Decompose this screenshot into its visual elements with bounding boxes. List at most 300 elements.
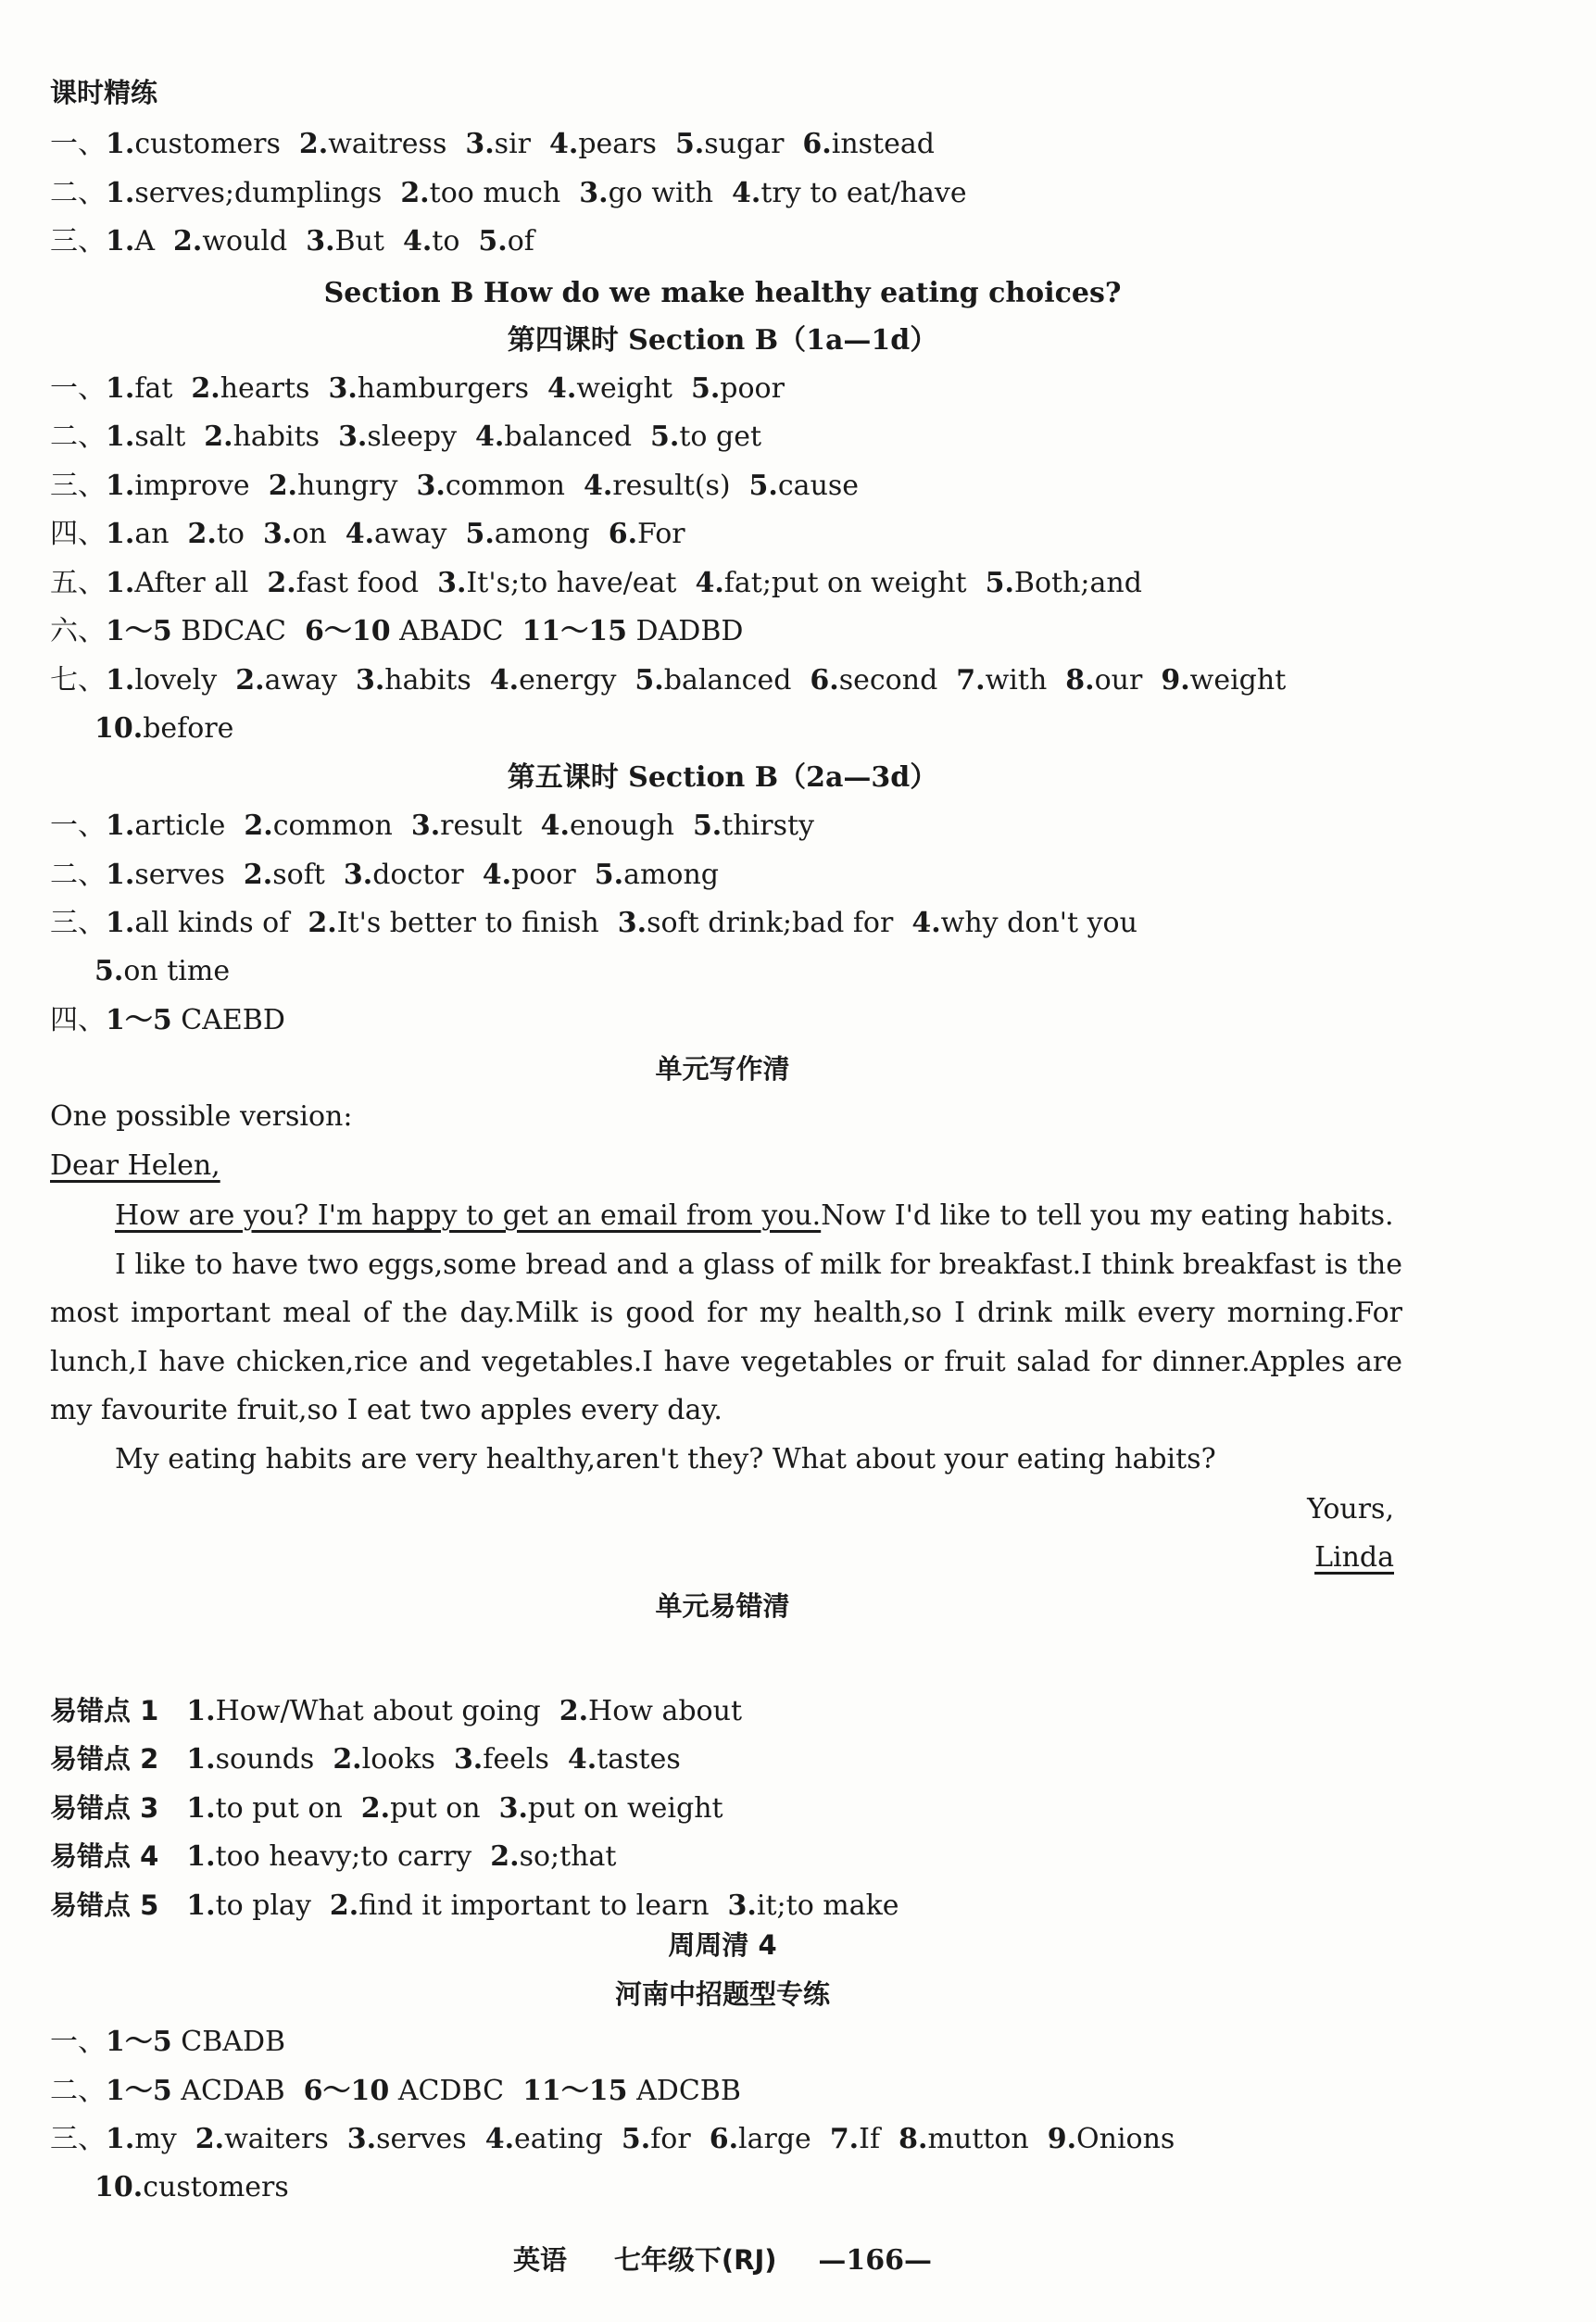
answer-number: 4. bbox=[475, 420, 505, 453]
answer-text: lovely bbox=[134, 664, 218, 697]
answer-number: 3. bbox=[328, 372, 358, 405]
answer-number: 4. bbox=[911, 907, 941, 939]
answer-text: customers bbox=[143, 2171, 289, 2203]
answer-text: ACDAB bbox=[171, 2075, 285, 2107]
answer-text: CAEBD bbox=[171, 1004, 285, 1036]
answer-item bbox=[986, 565, 1142, 602]
answer-text: Both;and bbox=[1013, 567, 1142, 599]
answer-item bbox=[675, 126, 784, 163]
answer-number: 4. bbox=[484, 2123, 515, 2155]
answer-text: all kinds of bbox=[134, 907, 290, 939]
answer-item bbox=[106, 857, 225, 894]
mistake-label: 易错点 3 bbox=[50, 1792, 159, 1824]
row-prefix: 二、 bbox=[50, 177, 106, 209]
answer-text: feels bbox=[483, 1743, 549, 1776]
answer-item bbox=[710, 2121, 811, 2158]
answer-item bbox=[106, 516, 170, 553]
essay-intro: One possible version: bbox=[50, 1100, 353, 1133]
answer-text: How/What about going bbox=[215, 1695, 541, 1727]
answer-text: tastes bbox=[597, 1743, 681, 1776]
answer-number: 6. bbox=[810, 664, 839, 697]
row-prefix: 四、 bbox=[50, 1004, 106, 1036]
mistake-label: 易错点 2 bbox=[50, 1743, 159, 1775]
answer-item bbox=[559, 1693, 742, 1730]
answer-item bbox=[403, 223, 459, 260]
answer-item bbox=[186, 1741, 314, 1778]
answer-item bbox=[308, 905, 598, 942]
answer-number: 1. bbox=[106, 664, 135, 697]
answer-item bbox=[490, 662, 617, 699]
answer-text: ABADC bbox=[390, 615, 504, 647]
answer-item bbox=[106, 613, 286, 650]
answer-number: 4. bbox=[402, 225, 433, 257]
answer-item bbox=[186, 1790, 342, 1827]
answer-number: 2. bbox=[559, 1695, 589, 1727]
answer-number: 4. bbox=[583, 470, 613, 502]
answer-number: 9. bbox=[1161, 664, 1190, 697]
answer-item bbox=[595, 857, 719, 894]
answer-row bbox=[50, 175, 986, 212]
answer-text: thirsty bbox=[722, 810, 814, 842]
answer-text: waitress bbox=[328, 128, 447, 160]
answer-number: 1. bbox=[186, 1695, 216, 1727]
answer-number: 1. bbox=[186, 1792, 216, 1825]
answer-text: result bbox=[440, 810, 522, 842]
answer-text: result(s) bbox=[612, 470, 731, 502]
answer-number: 7. bbox=[829, 2123, 860, 2155]
answer-item bbox=[650, 419, 761, 456]
answer-item bbox=[347, 2121, 467, 2158]
essay-p1-rest: Now I'd like to tell you my eating habits. bbox=[821, 1199, 1394, 1232]
answer-number: 1～5 bbox=[106, 615, 172, 647]
answer-item bbox=[106, 1002, 285, 1039]
answer-item bbox=[186, 1693, 540, 1730]
answer-row bbox=[50, 613, 761, 650]
answer-item bbox=[400, 175, 560, 212]
answer-item bbox=[691, 370, 785, 408]
answer-item bbox=[728, 1888, 899, 1925]
answer-text: second bbox=[838, 664, 938, 697]
answer-number: 3. bbox=[410, 810, 441, 842]
answer-number: 2. bbox=[308, 907, 337, 939]
answer-text: serves bbox=[134, 859, 225, 891]
answer-text: put on weight bbox=[527, 1792, 723, 1825]
answer-number: 1. bbox=[106, 810, 135, 842]
answer-item bbox=[94, 710, 233, 747]
answer-text: to get bbox=[679, 420, 762, 453]
answer-number: 6. bbox=[709, 2123, 739, 2155]
answer-item bbox=[416, 468, 564, 505]
answer-number: 5. bbox=[674, 128, 705, 160]
answer-text: balanced bbox=[504, 420, 633, 453]
answer-item bbox=[956, 662, 1047, 699]
answer-number: 4. bbox=[540, 810, 570, 842]
answer-item bbox=[478, 223, 534, 260]
answer-row bbox=[50, 468, 877, 505]
answer-item bbox=[547, 370, 672, 408]
answer-text: looks bbox=[361, 1743, 435, 1776]
answer-item bbox=[465, 126, 531, 163]
answer-number: 5. bbox=[635, 664, 664, 697]
answer-item bbox=[235, 662, 337, 699]
answer-item bbox=[244, 808, 392, 845]
answer-item bbox=[106, 175, 382, 212]
answer-item bbox=[475, 419, 632, 456]
row-prefix: 一、 bbox=[50, 372, 106, 405]
answer-number: 4. bbox=[549, 128, 579, 160]
answer-item bbox=[328, 370, 529, 408]
answer-item bbox=[330, 1888, 710, 1925]
answer-item bbox=[361, 1790, 481, 1827]
mistake-row bbox=[50, 1692, 760, 1729]
row-prefix: 二、 bbox=[50, 859, 106, 891]
answer-number: 5. bbox=[985, 567, 1014, 599]
answer-item bbox=[244, 857, 325, 894]
answer-number: 5. bbox=[748, 470, 778, 502]
answer-item bbox=[356, 662, 471, 699]
answer-row bbox=[50, 516, 704, 553]
answer-item bbox=[810, 662, 937, 699]
answer-text: improve bbox=[134, 470, 250, 502]
mistake-label: 易错点 1 bbox=[50, 1695, 159, 1726]
answer-text: For bbox=[637, 518, 685, 550]
answer-item bbox=[188, 516, 245, 553]
section-b-heading: Section B How do we make healthy eating choices? bbox=[323, 277, 1122, 309]
answer-item bbox=[186, 1888, 311, 1925]
answer-number: 1. bbox=[106, 372, 135, 405]
answer-number: 3. bbox=[355, 664, 385, 697]
answer-item bbox=[454, 1741, 549, 1778]
answer-text: with bbox=[985, 664, 1048, 697]
mistakes-heading: 单元易错清 bbox=[655, 1590, 790, 1622]
answer-number: 9. bbox=[1047, 2123, 1077, 2155]
answer-item bbox=[304, 2073, 504, 2110]
answer-item bbox=[106, 223, 155, 260]
answer-text: poor bbox=[511, 859, 576, 891]
answer-number: 3. bbox=[343, 859, 373, 891]
row-prefix: 一、 bbox=[50, 2026, 106, 2058]
answer-text: poor bbox=[720, 372, 785, 405]
answer-item bbox=[106, 2073, 285, 2110]
answer-row bbox=[50, 857, 737, 894]
answer-item bbox=[333, 1741, 435, 1778]
answer-text: among bbox=[623, 859, 719, 891]
answer-text: sounds bbox=[215, 1743, 315, 1776]
answer-number: 1～5 bbox=[106, 2075, 172, 2107]
answer-item bbox=[522, 613, 744, 650]
answer-text: habits bbox=[232, 420, 320, 453]
answer-number: 3. bbox=[727, 1889, 757, 1922]
answer-row bbox=[50, 223, 553, 260]
row-prefix: 二、 bbox=[50, 2075, 106, 2107]
answer-text: to bbox=[432, 225, 460, 257]
answer-item bbox=[346, 516, 447, 553]
answer-number: 1. bbox=[106, 518, 135, 550]
answer-text: After all bbox=[134, 567, 249, 599]
mistake-row bbox=[50, 1789, 742, 1826]
answer-number: 1～5 bbox=[106, 1004, 172, 1036]
answer-item bbox=[269, 468, 398, 505]
answer-item bbox=[106, 370, 172, 408]
answer-number: 10. bbox=[94, 712, 144, 745]
answer-item bbox=[204, 419, 320, 456]
answer-number: 10. bbox=[94, 2171, 144, 2203]
answer-row bbox=[50, 370, 803, 408]
answer-text: on time bbox=[123, 955, 231, 987]
answer-number: 2. bbox=[191, 372, 220, 405]
answer-number: 4. bbox=[567, 1743, 597, 1776]
essay-underlined-opening: How are you? I'm happy to get an email from you. bbox=[115, 1199, 822, 1232]
answer-number: 1. bbox=[106, 128, 135, 160]
answer-text: hamburgers bbox=[357, 372, 530, 405]
answer-number: 1. bbox=[106, 420, 135, 453]
essay-body bbox=[50, 1192, 1402, 1484]
row-prefix: 五、 bbox=[50, 567, 106, 599]
answer-text: soft drink;bad for bbox=[647, 907, 894, 939]
answer-number: 11～15 bbox=[522, 615, 628, 647]
answer-number: 2. bbox=[204, 420, 233, 453]
answer-number: 4. bbox=[345, 518, 375, 550]
mistake-row bbox=[50, 1838, 635, 1875]
answer-item bbox=[94, 2169, 289, 2206]
answer-item bbox=[732, 175, 967, 212]
answer-item bbox=[344, 857, 464, 894]
answer-number: 5. bbox=[621, 2123, 651, 2155]
essay-greeting: Dear Helen, bbox=[50, 1149, 220, 1182]
answer-row bbox=[50, 126, 953, 163]
answer-row bbox=[50, 905, 1156, 942]
answer-text: eating bbox=[514, 2123, 603, 2155]
answer-text: salt bbox=[134, 420, 186, 453]
footer-page-number: —166— bbox=[818, 2244, 933, 2277]
answer-text: A bbox=[134, 225, 155, 257]
answer-item bbox=[437, 565, 676, 602]
answer-text: common bbox=[272, 810, 393, 842]
answer-text: If bbox=[859, 2123, 881, 2155]
answer-text: habits bbox=[384, 664, 471, 697]
answer-item bbox=[522, 2073, 741, 2110]
answer-item bbox=[695, 565, 966, 602]
answer-text: hungry bbox=[297, 470, 398, 502]
answer-row bbox=[50, 2024, 304, 2061]
answer-number: 1～5 bbox=[106, 2026, 172, 2058]
answer-number: 2. bbox=[333, 1743, 362, 1776]
answer-row bbox=[50, 565, 1161, 602]
row-prefix: 七、 bbox=[50, 664, 106, 697]
answer-item bbox=[483, 857, 576, 894]
answer-text: customers bbox=[134, 128, 281, 160]
answer-item bbox=[485, 2121, 603, 2158]
answer-number: 4. bbox=[547, 372, 577, 405]
answer-number: 1. bbox=[186, 1889, 216, 1922]
answer-number: 1. bbox=[186, 1840, 216, 1873]
answer-text: an bbox=[134, 518, 170, 550]
answer-text: energy bbox=[519, 664, 617, 697]
answer-number: 2. bbox=[187, 518, 217, 550]
answer-text: serves;dumplings bbox=[134, 177, 383, 209]
answer-item bbox=[191, 370, 309, 408]
answer-text: article bbox=[134, 810, 226, 842]
answer-text: to play bbox=[215, 1889, 311, 1922]
answer-item bbox=[541, 808, 674, 845]
answer-item bbox=[830, 2121, 880, 2158]
answer-number: 8. bbox=[899, 2123, 928, 2155]
answer-number: 3. bbox=[437, 567, 467, 599]
answer-number: 8. bbox=[1065, 664, 1095, 697]
answer-number: 2. bbox=[235, 664, 265, 697]
answer-item bbox=[802, 126, 935, 163]
answer-row bbox=[50, 1002, 304, 1039]
answer-text: to bbox=[216, 518, 245, 550]
henan-heading: 河南中招题型专练 bbox=[614, 1978, 830, 2010]
essay-signature: Linda bbox=[1314, 1541, 1394, 1574]
answer-number: 1. bbox=[106, 225, 135, 257]
row-prefix: 三、 bbox=[50, 470, 106, 502]
answer-number: 2. bbox=[267, 567, 296, 599]
answer-text: to put on bbox=[215, 1792, 343, 1825]
answer-row bbox=[50, 2073, 760, 2110]
row-prefix: 二、 bbox=[50, 420, 106, 453]
answer-row bbox=[94, 710, 252, 747]
answer-item bbox=[173, 223, 287, 260]
essay-paragraph-1 bbox=[50, 1192, 1402, 1241]
answer-item bbox=[635, 662, 791, 699]
answer-number: 1. bbox=[106, 567, 135, 599]
answer-item bbox=[411, 808, 522, 845]
answer-text: It's;to have/eat bbox=[466, 567, 677, 599]
answer-text: so;that bbox=[519, 1840, 617, 1873]
answer-text: why don't you bbox=[940, 907, 1137, 939]
answer-text: for bbox=[650, 2123, 691, 2155]
answer-number: 5. bbox=[692, 810, 723, 842]
answer-text: find it important to learn bbox=[358, 1889, 710, 1922]
answer-item bbox=[618, 905, 894, 942]
answer-number: 1. bbox=[106, 470, 135, 502]
answer-item bbox=[306, 223, 384, 260]
answer-number: 2. bbox=[244, 810, 273, 842]
answer-number: 6. bbox=[802, 128, 832, 160]
answer-text: ADCBB bbox=[627, 2075, 741, 2107]
answer-item bbox=[106, 905, 289, 942]
mistake-label: 易错点 5 bbox=[50, 1889, 159, 1921]
answer-text: my bbox=[134, 2123, 177, 2155]
answer-row bbox=[50, 419, 780, 456]
answer-text: mutton bbox=[927, 2123, 1029, 2155]
answer-number: 4. bbox=[695, 567, 724, 599]
answer-text: would bbox=[202, 225, 288, 257]
mistake-row bbox=[50, 1740, 699, 1777]
essay-closing: Yours, bbox=[1307, 1493, 1394, 1525]
answer-row bbox=[50, 808, 833, 845]
answer-text: serves bbox=[376, 2123, 467, 2155]
answer-number: 6. bbox=[608, 518, 638, 550]
answer-number: 4. bbox=[732, 177, 761, 209]
answer-item bbox=[106, 126, 281, 163]
answer-text: BDCAC bbox=[171, 615, 286, 647]
answer-text: before bbox=[143, 712, 234, 745]
answer-item bbox=[693, 808, 814, 845]
answer-text: weight bbox=[576, 372, 672, 405]
answer-number: 1. bbox=[106, 2123, 135, 2155]
answer-item bbox=[186, 1839, 471, 1876]
answer-text: soft bbox=[272, 859, 325, 891]
weekly-heading: 周周清 4 bbox=[668, 1929, 777, 1961]
answer-item bbox=[267, 565, 419, 602]
page-footer bbox=[0, 2241, 1445, 2278]
answer-number: 5. bbox=[690, 372, 721, 405]
essay-paragraph-2: I like to have two eggs,some bread and a glass of milk for breakfast.I think breakfast is the most important meal of the day.Milk is good for my health,so I drink milk every morning.For lunch,I have chicken,rice and vegetables.I have vegetables or fruit salad for dinner.Apples are my favourite fruit,so I eat two apples every day. bbox=[50, 1248, 1402, 1426]
answer-item bbox=[106, 2024, 285, 2061]
essay-paragraph-3: My eating habits are very healthy,aren't they? What about your eating habits? bbox=[115, 1442, 1216, 1475]
answer-item bbox=[195, 2121, 329, 2158]
answer-item bbox=[490, 1839, 616, 1876]
answer-item bbox=[106, 468, 250, 505]
answer-item bbox=[106, 662, 217, 699]
answer-number: 3. bbox=[498, 1792, 528, 1825]
answer-text: sir bbox=[494, 128, 532, 160]
answer-text: waiters bbox=[224, 2123, 329, 2155]
answer-item bbox=[549, 126, 657, 163]
answer-text: of bbox=[507, 225, 534, 257]
writing-heading: 单元写作清 bbox=[655, 1053, 790, 1085]
answer-item bbox=[299, 126, 446, 163]
answer-number: 6～10 bbox=[303, 2075, 390, 2107]
lesson5-heading: 第五课时 Section B（2a—3d） bbox=[507, 761, 938, 794]
answer-row bbox=[94, 953, 248, 990]
footer-grade: 七年级下(RJ) bbox=[613, 2244, 777, 2276]
answer-number: 6～10 bbox=[304, 615, 391, 647]
answer-text: too heavy;to carry bbox=[215, 1840, 472, 1873]
answer-text: weight bbox=[1189, 664, 1287, 697]
answer-text: sleepy bbox=[367, 420, 458, 453]
answer-number: 5. bbox=[650, 420, 680, 453]
answer-number: 2. bbox=[329, 1889, 359, 1922]
answer-number: 4. bbox=[489, 664, 520, 697]
answer-text: fat;put on weight bbox=[723, 567, 967, 599]
answer-item bbox=[1161, 662, 1286, 699]
answer-item bbox=[106, 808, 225, 845]
answer-number: 3. bbox=[263, 518, 293, 550]
answer-number: 1. bbox=[186, 1743, 216, 1776]
answer-text: away bbox=[374, 518, 447, 550]
answer-item bbox=[579, 175, 713, 212]
answer-number: 2. bbox=[490, 1840, 520, 1873]
answer-item bbox=[106, 2121, 177, 2158]
answer-item bbox=[106, 419, 185, 456]
mistake-row bbox=[50, 1887, 918, 1924]
answer-text: pears bbox=[578, 128, 657, 160]
answer-number: 11～15 bbox=[522, 2075, 628, 2107]
answer-number: 3. bbox=[617, 907, 647, 939]
answer-number: 2. bbox=[298, 128, 329, 160]
answer-item bbox=[568, 1741, 681, 1778]
answer-text: It's better to finish bbox=[336, 907, 599, 939]
answer-item bbox=[622, 2121, 691, 2158]
answer-text: Onions bbox=[1076, 2123, 1175, 2155]
answer-item bbox=[338, 419, 457, 456]
row-prefix: 六、 bbox=[50, 615, 106, 647]
answer-item bbox=[94, 953, 230, 990]
answer-number: 2. bbox=[195, 2123, 225, 2155]
answer-item bbox=[465, 516, 589, 553]
answer-text: ACDBC bbox=[389, 2075, 505, 2107]
answer-text: away bbox=[264, 664, 337, 697]
answer-item bbox=[263, 516, 327, 553]
answer-text: balanced bbox=[663, 664, 792, 697]
answer-item bbox=[499, 1790, 723, 1827]
answer-text: too much bbox=[429, 177, 561, 209]
answer-text: on bbox=[292, 518, 327, 550]
